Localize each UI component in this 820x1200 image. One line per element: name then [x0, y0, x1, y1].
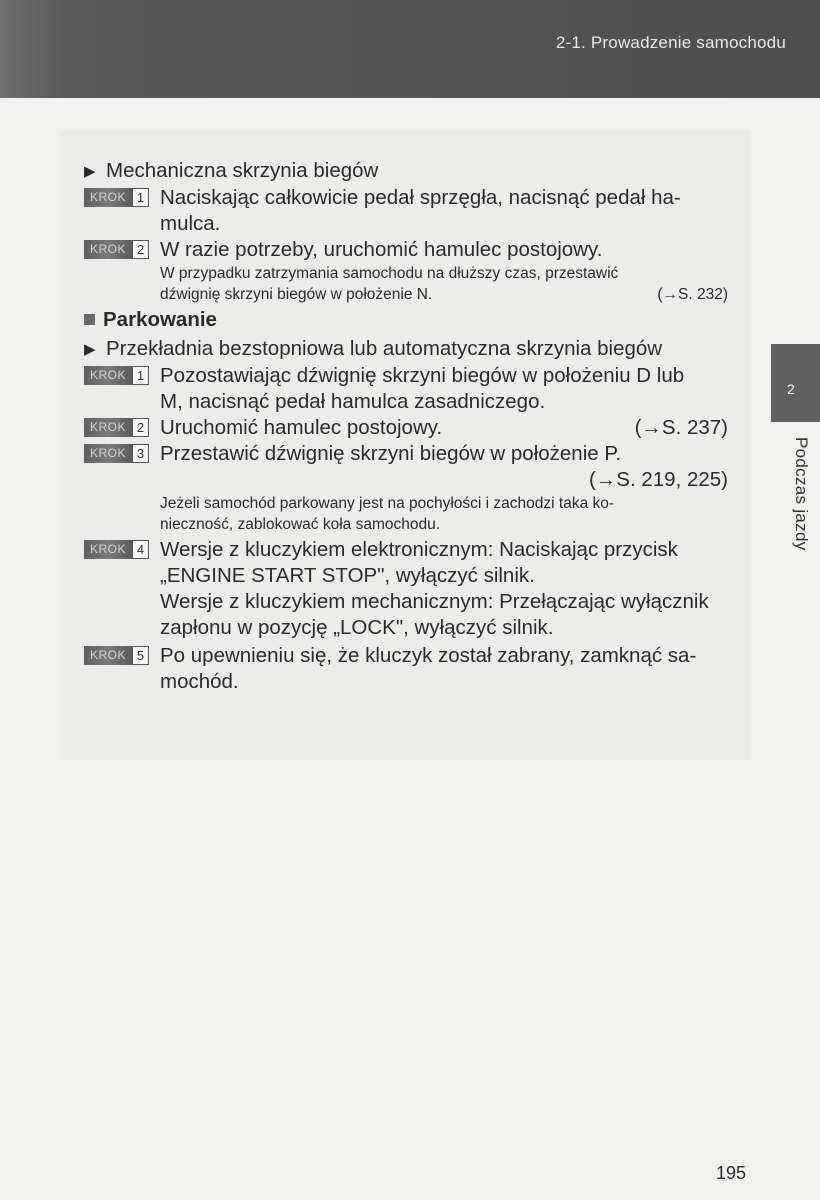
- page-reference: (→S. 237): [634, 416, 728, 439]
- manual-heading: ▶ Mechaniczna skrzynia biegów: [84, 158, 728, 185]
- chapter-tab: [771, 344, 820, 422]
- parking-step-5: KROK 5 Po upewnieniu się, że kluczyk został zabrany, zamknąć sa- mochód.: [84, 643, 728, 695]
- manual-step-2: KROK 2 W razie potrzeby, uruchomić hamulec postojowy.: [84, 237, 728, 263]
- triangle-bullet-icon: ▶: [84, 163, 96, 180]
- parking-step-2: KROK 2 Uruchomić hamulec postojowy. (→S. 237): [84, 415, 728, 441]
- main-content: [84, 158, 728, 695]
- header-bar: [0, 0, 820, 98]
- step-badge: KROK 2: [84, 240, 149, 259]
- chapter-side-label: Podczas jazdy: [792, 437, 811, 551]
- parking-step-1: KROK 1 Pozostawiając dźwignię skrzyni biegów w położeniu D lub M, nacisnąć pedał hamulca zasadniczego.: [84, 363, 728, 415]
- page-reference: (→S. 219, 225): [588, 468, 728, 491]
- triangle-bullet-icon: ▶: [84, 341, 96, 358]
- square-bullet-icon: [84, 314, 95, 325]
- section-title: Parkowanie: [84, 307, 728, 333]
- step-badge: KROK 1: [84, 188, 149, 207]
- chapter-tab-number: 2: [787, 381, 795, 397]
- chapter-title: 2-1. Prowadzenie samochodu: [555, 33, 786, 52]
- parking-note: Jeżeli samochód parkowany jest na pochyłości i zachodzi taka ko- nieczność, zablokować koła samochodu.: [160, 495, 615, 533]
- manual-step-1: KROK 1 Naciskając całkowicie pedał sprzęgła, nacisnąć pedał ha- mulca.: [84, 185, 728, 237]
- page-reference: (→S. 232): [657, 286, 728, 303]
- step-badge: KROK 4: [84, 540, 149, 559]
- step-badge: KROK 2: [84, 418, 149, 437]
- parking-step-3: KROK 3 Przestawić dźwignię skrzyni biegów w położenie P. (→S. 219, 225): [84, 441, 728, 493]
- manual-note: W przypadku zatrzymania samochodu na dłuższy czas, przestawić dźwignię skrzyni biegów w położenie N. (→S. 232): [160, 265, 728, 303]
- step-badge: KROK 1: [84, 366, 149, 385]
- automatic-heading: ▶ Przekładnia bezstopniowa lub automatyczna skrzynia biegów: [84, 336, 728, 363]
- parking-step-4: KROK 4 Wersje z kluczykiem elektronicznym: Naciskając przycisk „ENGINE START STOP", wyłączyć silnik. Wersje z kluczykiem mechanicznym: Przełączając wyłącznik zapłonu w pozycję „LOCK", wyłączyć silnik.: [84, 537, 728, 641]
- step-badge: KROK 3: [84, 444, 149, 463]
- page-number: 195: [716, 1163, 747, 1183]
- step-badge: KROK 5: [84, 646, 149, 665]
